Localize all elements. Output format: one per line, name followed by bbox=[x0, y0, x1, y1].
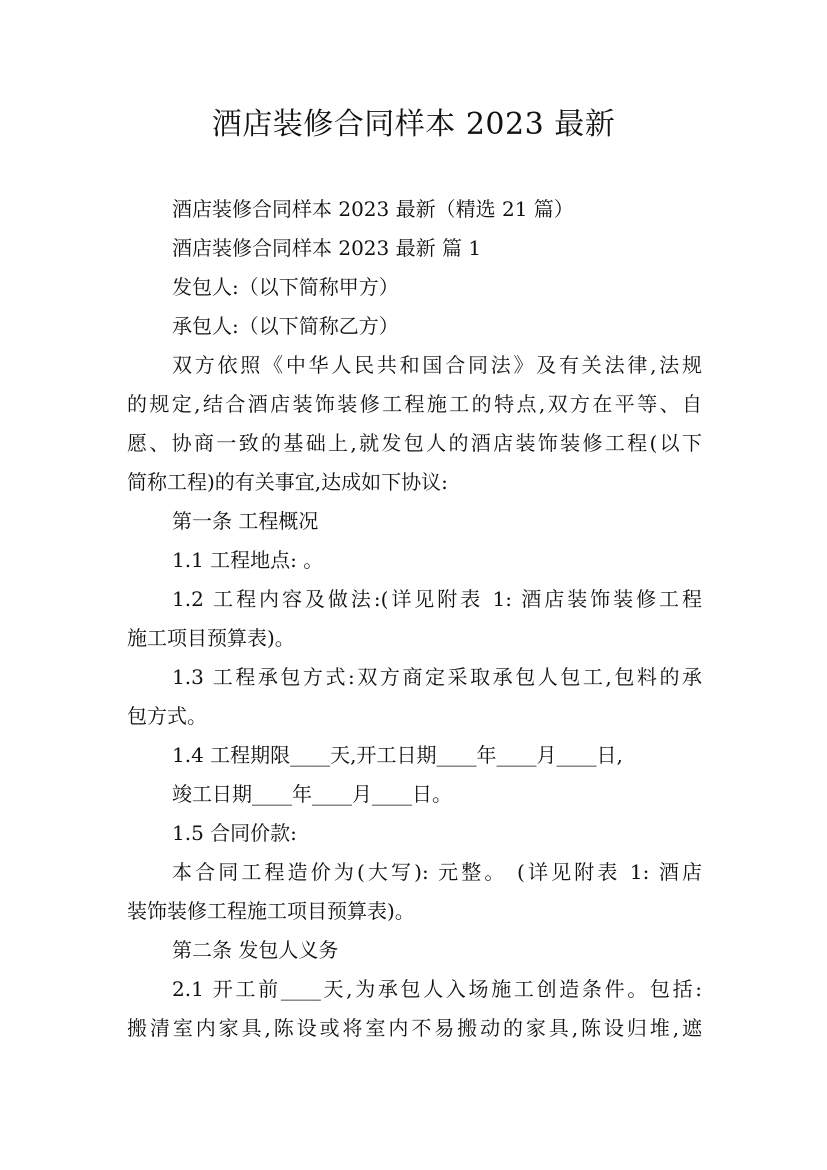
clause-line: 1.4 工程期限____天,开工日期____年____月____日, bbox=[172, 743, 623, 767]
clause-line: 装饰装修工程施工项目预算表)。 bbox=[127, 899, 415, 923]
clause-line: 施工项目预算表)。 bbox=[127, 626, 295, 650]
clause-line: 2.1 开工前____天,为承包人入场施工创造条件。包括: bbox=[172, 977, 702, 1001]
clause-line: 搬清室内家具,陈设或将室内不易搬动的家具,陈设归堆,遮 bbox=[127, 1016, 702, 1040]
section-heading: 第一条 工程概况 bbox=[172, 509, 319, 533]
clause-line: 本合同工程造价为(大写): 元整。 (详见附表 1: 酒店 bbox=[172, 860, 702, 884]
clause-line: 1.2 工程内容及做法:(详见附表 1: 酒店装饰装修工程 bbox=[172, 587, 702, 611]
preamble-line: 的规定,结合酒店装饰装修工程施工的特点,双方在平等、自 bbox=[127, 392, 702, 416]
article-heading: 酒店装修合同样本 2023 最新 篇 1 bbox=[172, 236, 482, 260]
preamble-line: 愿、协商一致的基础上,就发包人的酒店装饰装修工程(以下 bbox=[127, 431, 702, 455]
clause-line: 包方式。 bbox=[127, 704, 207, 728]
clause-line: 1.3 工程承包方式:双方商定采取承包人包工,包料的承 bbox=[172, 665, 702, 689]
party-b-line: 承包人:（以下简称乙方） bbox=[172, 314, 399, 338]
clause-line: 竣工日期____年____月____日。 bbox=[172, 782, 452, 806]
document-body bbox=[127, 190, 702, 1048]
clause-line: 1.1 工程地点: 。 bbox=[172, 548, 324, 572]
preamble-line: 简称工程)的有关事宜,达成如下协议: bbox=[127, 470, 448, 494]
clause-line: 1.5 合同价款: bbox=[172, 821, 297, 845]
preamble-line: 双方依照《中华人民共和国合同法》及有关法律,法规 bbox=[172, 353, 702, 377]
document-subtitle: 酒店装修合同样本 2023 最新（精选 21 篇） bbox=[172, 197, 574, 221]
document-title: 酒店装修合同样本 2023 最新 bbox=[211, 107, 616, 142]
section-heading: 第二条 发包人义务 bbox=[172, 938, 339, 962]
party-a-line: 发包人:（以下简称甲方） bbox=[172, 275, 399, 299]
